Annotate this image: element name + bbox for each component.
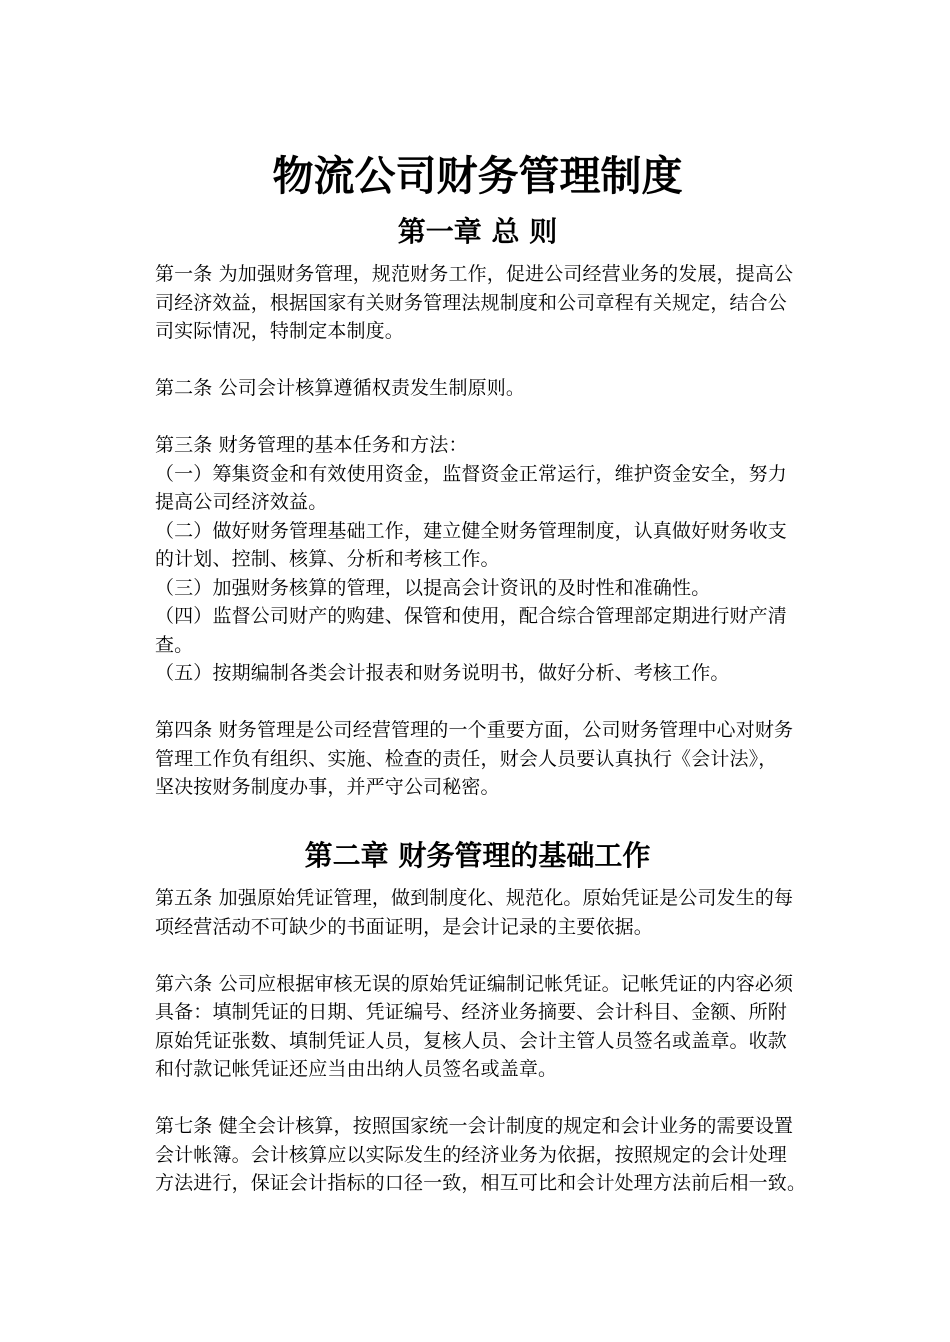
text-line: （三）加强财务核算的管理，以提高会计资讯的及时性和准确性。 bbox=[155, 576, 711, 599]
text-line: 的计划、控制、核算、分析和考核工作。 bbox=[155, 548, 500, 570]
text-line: 司经济效益，根据国家有关财务管理法规制度和公司章程有关规定，结合公 bbox=[155, 291, 787, 314]
text-line: 第二条 公司会计核算遵循权责发生制原则。 bbox=[155, 377, 526, 399]
document-title: 物流公司财务管理制度 bbox=[272, 152, 683, 200]
text-line: 提高公司经济效益。 bbox=[155, 491, 328, 513]
text-line: 第一条 为加强财务管理，规范财务工作，促进公司经营业务的发展，提高公 bbox=[155, 263, 794, 285]
paragraph-spacer bbox=[155, 346, 800, 375]
paragraph-spacer bbox=[155, 688, 800, 717]
text-line: （二）做好财务管理基础工作，建立健全财务管理制度，认真做好财务收支 bbox=[155, 519, 787, 542]
text-line: 第四条 财务管理是公司经营管理的一个重要方面，公司财务管理中心对财务 bbox=[155, 719, 794, 741]
text-line: 具备：填制凭证的日期、凭证编号、经济业务摘要、会计科目、金额、所附 bbox=[155, 1001, 787, 1023]
text-line: 方法进行，保证会计指标的口径一致，相互可比和会计处理方法前后相一致。 bbox=[155, 1172, 807, 1194]
paragraph-spacer bbox=[155, 1084, 800, 1113]
chapter-1-body bbox=[155, 260, 800, 802]
text-line: （一）筹集资金和有效使用资金，监督资金正常运行，维护资金安全，努力 bbox=[155, 462, 787, 485]
text-line: 第六条 公司应根据审核无误的原始凭证编制记帐凭证。记帐凭证的内容必须 bbox=[155, 972, 794, 995]
text-line: 管理工作负有组织、实施、检查的责任，财会人员要认真执行《会计法》， bbox=[155, 747, 778, 770]
text-line: 第五条 加强原始凭证管理，做到制度化、规范化。原始凭证是公司发生的每 bbox=[155, 887, 794, 909]
text-line: 第三条 财务管理的基本任务和方法： bbox=[155, 434, 468, 456]
text-line: 和付款记帐凭证还应当由出纳人员签名或盖章。 bbox=[155, 1058, 558, 1080]
chapter-2-heading: 第二章 财务管理的基础工作 bbox=[304, 839, 651, 872]
text-line: 司实际情况，特制定本制度。 bbox=[155, 320, 404, 342]
text-line: 项经营活动不可缺少的书面证明，是会计记录的主要依据。 bbox=[155, 915, 653, 938]
paragraph-spacer bbox=[155, 941, 800, 970]
text-line: 查。 bbox=[155, 633, 194, 656]
text-line: （四）监督公司财产的购建、保管和使用，配合综合管理部定期进行财产清 bbox=[155, 605, 787, 627]
text-line: （五）按期编制各类会计报表和财务说明书，做好分析、考核工作。 bbox=[155, 662, 730, 684]
text-line: 第七条 健全会计核算，按照国家统一会计制度的规定和会计业务的需要设置 bbox=[155, 1115, 794, 1137]
text-line: 会计帐簿。会计核算应以实际发生的经济业务为依据，按照规定的会计处理 bbox=[155, 1143, 787, 1166]
text-line: 原始凭证张数、填制凭证人员，复核人员、会计主管人员签名或盖章。收款 bbox=[155, 1029, 787, 1052]
paragraph-spacer bbox=[155, 403, 800, 432]
chapter-1-heading: 第一章 总 则 bbox=[397, 215, 558, 248]
text-line: 坚决按财务制度办事，并严守公司秘密。 bbox=[155, 776, 500, 798]
chapter-2-body bbox=[155, 884, 807, 1198]
